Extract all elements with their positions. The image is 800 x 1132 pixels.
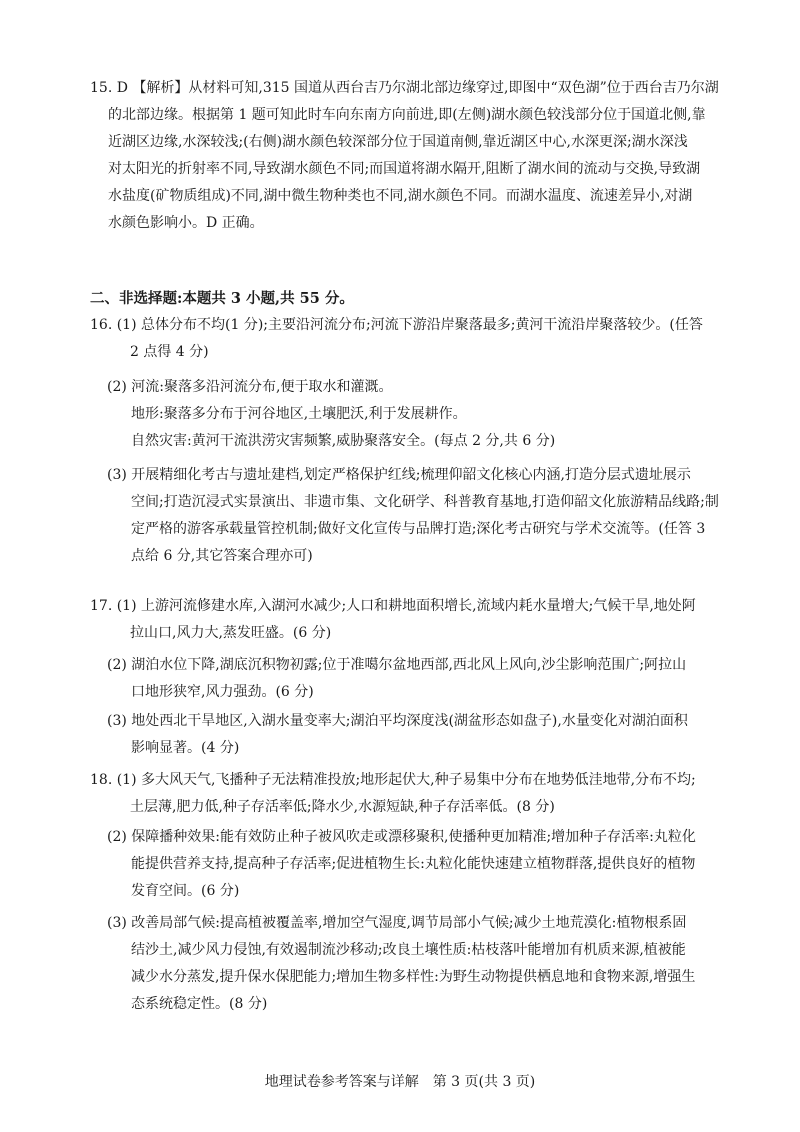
section-2-title: 二、非选择题:本题共 3 小题,共 55 分。 bbox=[90, 290, 354, 307]
q16-p3-line-1: (3) 开展精细化考古与遗址建档,划定严格保护红线;梳理仰韶文化核心内涵,打造分层式遗址展示 bbox=[107, 467, 691, 483]
page-footer: 地理试卷参考答案与详解 第 3 页(共 3 页) bbox=[264, 1074, 536, 1090]
q16-p2-line-3: 自然灾害:黄河干流洪涝灾害频繁,威胁聚落安全。(每点 2 分,共 6 分) bbox=[131, 433, 556, 449]
q18-p2-line-3: 发育空间。(6 分) bbox=[131, 883, 240, 899]
q17-p3-line-1: (3) 地处西北干旱地区,入湖水量变率大;湖泊平均深度浅(湖盆形态如盘子),水量变化对湖泊面积 bbox=[107, 713, 688, 729]
q17-p1-line-2: 拉山口,风力大,蒸发旺盛。(6 分) bbox=[130, 625, 332, 641]
q16-part-1 bbox=[90, 312, 703, 366]
q17-p3-line-2: 影响显著。(4 分) bbox=[131, 740, 240, 756]
q15-line-4: 对太阳光的折射率不同,导致湖水颜色不同;而国道将湖水隔开,阻断了湖水间的流动与交换,导致湖 bbox=[108, 161, 701, 177]
q18-p2-line-2: 能提供营养支持,提高种子存活率;促进植物生长:丸粒化能快速建立植物群落,提供良好的植物 bbox=[131, 856, 696, 872]
q18-part-2 bbox=[107, 824, 696, 905]
q18-p3-line-1: (3) 改善局部气候:提高植被覆盖率,增加空气湿度,调节局部小气候;减少土地荒漠化:植物根系固 bbox=[107, 915, 687, 931]
q18-part-1 bbox=[90, 767, 696, 821]
q17-p2-line-1: (2) 湖泊水位下降,湖底沉积物初露;位于准噶尔盆地西部,西北风上风向,沙尘影响范围广;阿拉山 bbox=[107, 657, 687, 673]
q16-p1-line-2: 2 点得 4 分) bbox=[130, 344, 209, 360]
q16-p3-line-3: 定严格的游客承载量管控机制;做好文化宣传与品牌打造;深化考古研究与学术交流等。(任答 3 bbox=[131, 521, 706, 537]
q18-part-3 bbox=[107, 910, 695, 1018]
q16-p2-line-2: 地形:聚落多分布于河谷地区,土壤肥沃,利于发展耕作。 bbox=[131, 406, 467, 422]
q16-part-3 bbox=[107, 462, 719, 570]
q15-analysis bbox=[90, 75, 719, 237]
q17-part-2 bbox=[107, 652, 686, 706]
q15-line-5: 水盐度(矿物质组成)不同,湖中微生物种类也不同,湖水颜色不同。而湖水温度、流速差异小,对湖 bbox=[108, 188, 693, 204]
q16-p3-line-4: 点给 6 分,其它答案合理亦可) bbox=[131, 548, 313, 564]
q18-p1-line-1: 18. (1) 多大风天气,飞播种子无法精准投放;地形起伏大,种子易集中分布在地势低洼地带,分布不均; bbox=[90, 772, 696, 788]
q16-p3-line-2: 空间;打造沉浸式实景演出、非遗市集、文化研学、科普教育基地,打造仰韶文化旅游精品线路;制 bbox=[131, 494, 719, 510]
q18-p3-line-4: 态系统稳定性。(8 分) bbox=[131, 996, 268, 1012]
q17-p2-line-2: 口地形狭窄,风力强劲。(6 分) bbox=[131, 684, 314, 700]
q16-p2-line-1: (2) 河流:聚落多沿河流分布,便于取水和灌溉。 bbox=[107, 379, 393, 395]
q17-part-3 bbox=[107, 708, 688, 762]
q15-line-2: 的北部边缘。根据第 1 题可知此时车向东南方向前进,即(左侧)湖水颜色较浅部分位于国道北侧,靠 bbox=[108, 107, 706, 123]
q17-part-1 bbox=[90, 593, 696, 647]
q18-p2-line-1: (2) 保障播种效果:能有效防止种子被风吹走或漂移聚积,使播种更加精准;增加种子存活率:丸粒化 bbox=[107, 829, 696, 845]
q18-p3-line-3: 减少水分蒸发,提升保水保肥能力;增加生物多样性:为野生动物提供栖息地和食物来源,增强生 bbox=[131, 969, 696, 985]
q15-line-3: 近湖区边缘,水深较浅;(右侧)湖水颜色较深部分位于国道南侧,靠近湖区中心,水深更深;湖水深浅 bbox=[108, 134, 688, 150]
q18-p1-line-2: 土层薄,肥力低,种子存活率低;降水少,水源短缺,种子存活率低。(8 分) bbox=[130, 799, 555, 815]
q15-line-1: 15. D 【解析】从材料可知,315 国道从西台吉乃尔湖北部边缘穿过,即图中“双色湖”位于西台吉乃尔湖 bbox=[90, 80, 719, 96]
q15-line-6: 水颜色影响小。D 正确。 bbox=[108, 215, 264, 231]
q18-p3-line-2: 结沙土,减少风力侵蚀,有效遏制流沙移动;改良土壤性质:枯枝落叶能增加有机质来源,植被能 bbox=[131, 942, 686, 958]
q17-p1-line-1: 17. (1) 上游河流修建水库,入湖河水减少;人口和耕地面积增长,流域内耗水量增大;气候干旱,地处阿 bbox=[90, 598, 696, 614]
q16-part-2 bbox=[107, 374, 555, 455]
q16-p1-line-1: 16. (1) 总体分布不均(1 分);主要沿河流分布;河流下游沿岸聚落最多;黄河干流沿岸聚落较少。(任答 bbox=[90, 317, 703, 333]
